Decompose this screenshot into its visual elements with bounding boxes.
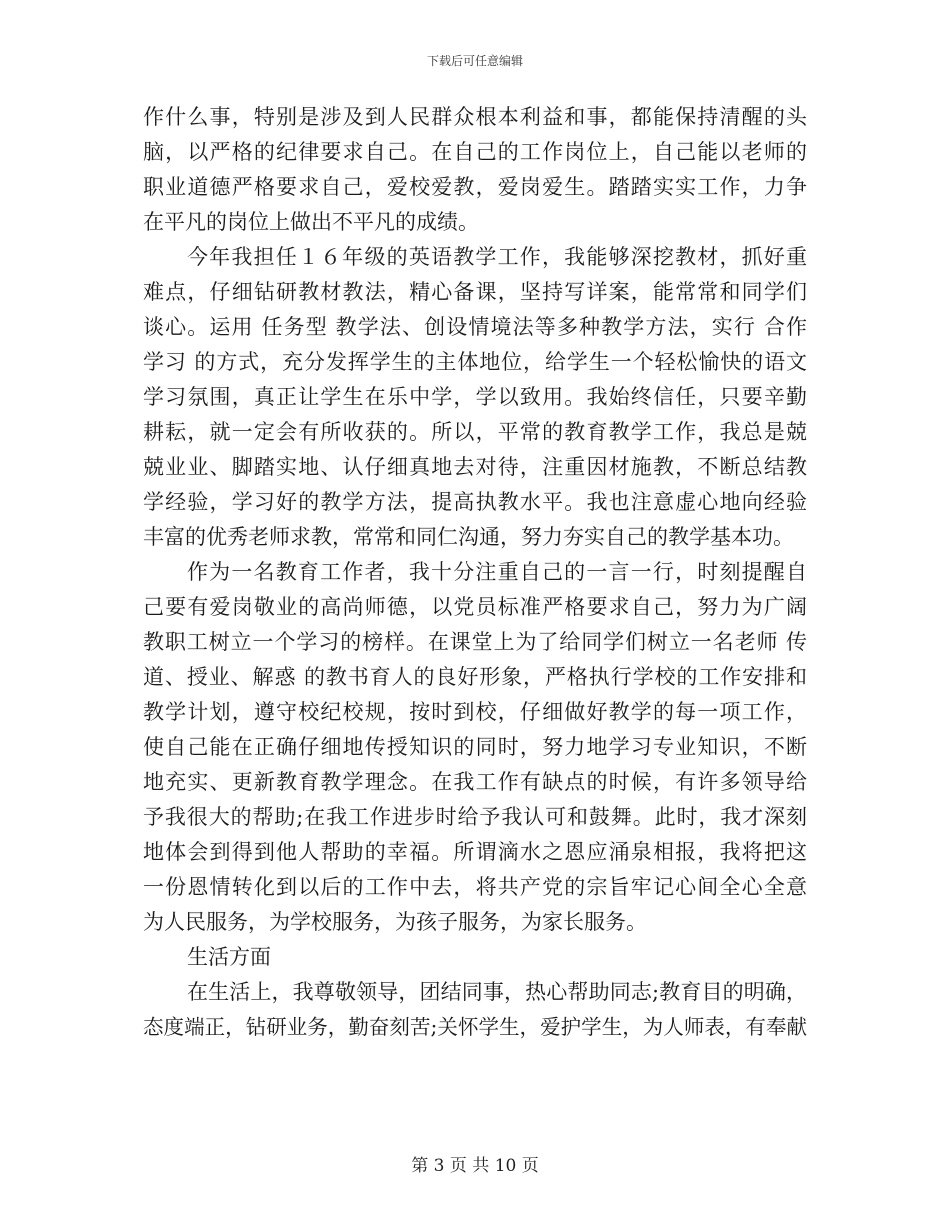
- page-footer: 第 3 页 共 10 页: [411, 1156, 539, 1176]
- text-line: 己要有爱岗敬业的高尚师德，以党员标准严格要求自己，努力为广阔: [143, 595, 807, 619]
- text-line: 为人民服务，为学校服务，为孩子服务，为家长服务。: [143, 910, 647, 934]
- text-line: 学经验，学习好的教学方法，提高执教水平。我也注意虚心地向经验: [143, 490, 807, 514]
- page-header: 下载后可任意编辑: [426, 54, 523, 68]
- text-line: 学习氛围，真正让学生在乐中学，学以致用。我始终信任，只要辛勤: [143, 385, 807, 409]
- text-line: 态度端正，钻研业务，勤奋刻苦;关怀学生，爱护学生，为人师表，有奉献: [143, 1015, 807, 1039]
- text-line: 在平凡的岗位上做出不平凡的成绩。: [143, 210, 479, 234]
- text-line: 道、授业、解惑 的教书育人的良好形象，严格执行学校的工作安排和: [143, 665, 807, 689]
- text-line: 兢业业、脚踏实地、认仔细真地去对待，注重因材施教，不断总结教: [143, 455, 807, 479]
- text-line: 职业道德严格要求自己，爱校爱教，爱岗爱生。踏踏实实工作，力争: [143, 175, 807, 199]
- text-line: 在生活上，我尊敬领导，团结同事，热心帮助同志;教育目的明确，: [187, 980, 807, 1004]
- text-line: 教职工树立一个学习的榜样。在课堂上为了给同学们树立一名老师 传: [143, 630, 807, 654]
- text-line: 丰富的优秀老师求教，常常和同仁沟通，努力夯实自己的教学基本功。: [143, 525, 794, 549]
- text-line: 学习 的方式，充分发挥学生的主体地位，给学生一个轻松愉快的语文: [143, 350, 807, 374]
- text-line: 耕耘，就一定会有所收获的。所以，平常的教育教学工作，我总是兢: [143, 420, 807, 444]
- text-line: 谈心。运用 任务型 教学法、创设情境法等多种教学方法，实行 合作: [143, 315, 807, 339]
- text-line: 地充实、更新教育教学理念。在我工作有缺点的时候，有许多领导给: [143, 770, 807, 794]
- text-line: 予我很大的帮助;在我工作进步时给予我认可和鼓舞。此时，我才深刻: [143, 805, 807, 829]
- text-line: 作什么事，特别是涉及到人民群众根本利益和事，都能保持清醒的头: [143, 105, 807, 129]
- text-line: 作为一名教育工作者，我十分注重自己的一言一行，时刻提醒自: [187, 560, 807, 584]
- text-line: 今年我担任１６年级的英语教学工作，我能够深挖教材，抓好重: [187, 245, 807, 269]
- text-line: 脑，以严格的纪律要求自己。在自己的工作岗位上，自己能以老师的: [143, 140, 807, 164]
- text-line: 使自己能在正确仔细地传授知识的同时，努力地学习专业知识，不断: [143, 735, 807, 759]
- text-line: 地体会到得到他人帮助的幸福。所谓滴水之恩应涌泉相报，我将把这: [143, 840, 807, 864]
- text-line: 教学计划，遵守校纪校规，按时到校，仔细做好教学的每一项工作，: [143, 700, 807, 724]
- text-line: 难点，仔细钻研教材教法，精心备课，坚持写详案，能常常和同学们: [143, 280, 807, 304]
- document-body: [143, 100, 807, 1045]
- text-line: 生活方面: [187, 945, 271, 969]
- text-line: 一份恩情转化到以后的工作中去，将共产党的宗旨牢记心间全心全意: [143, 875, 807, 899]
